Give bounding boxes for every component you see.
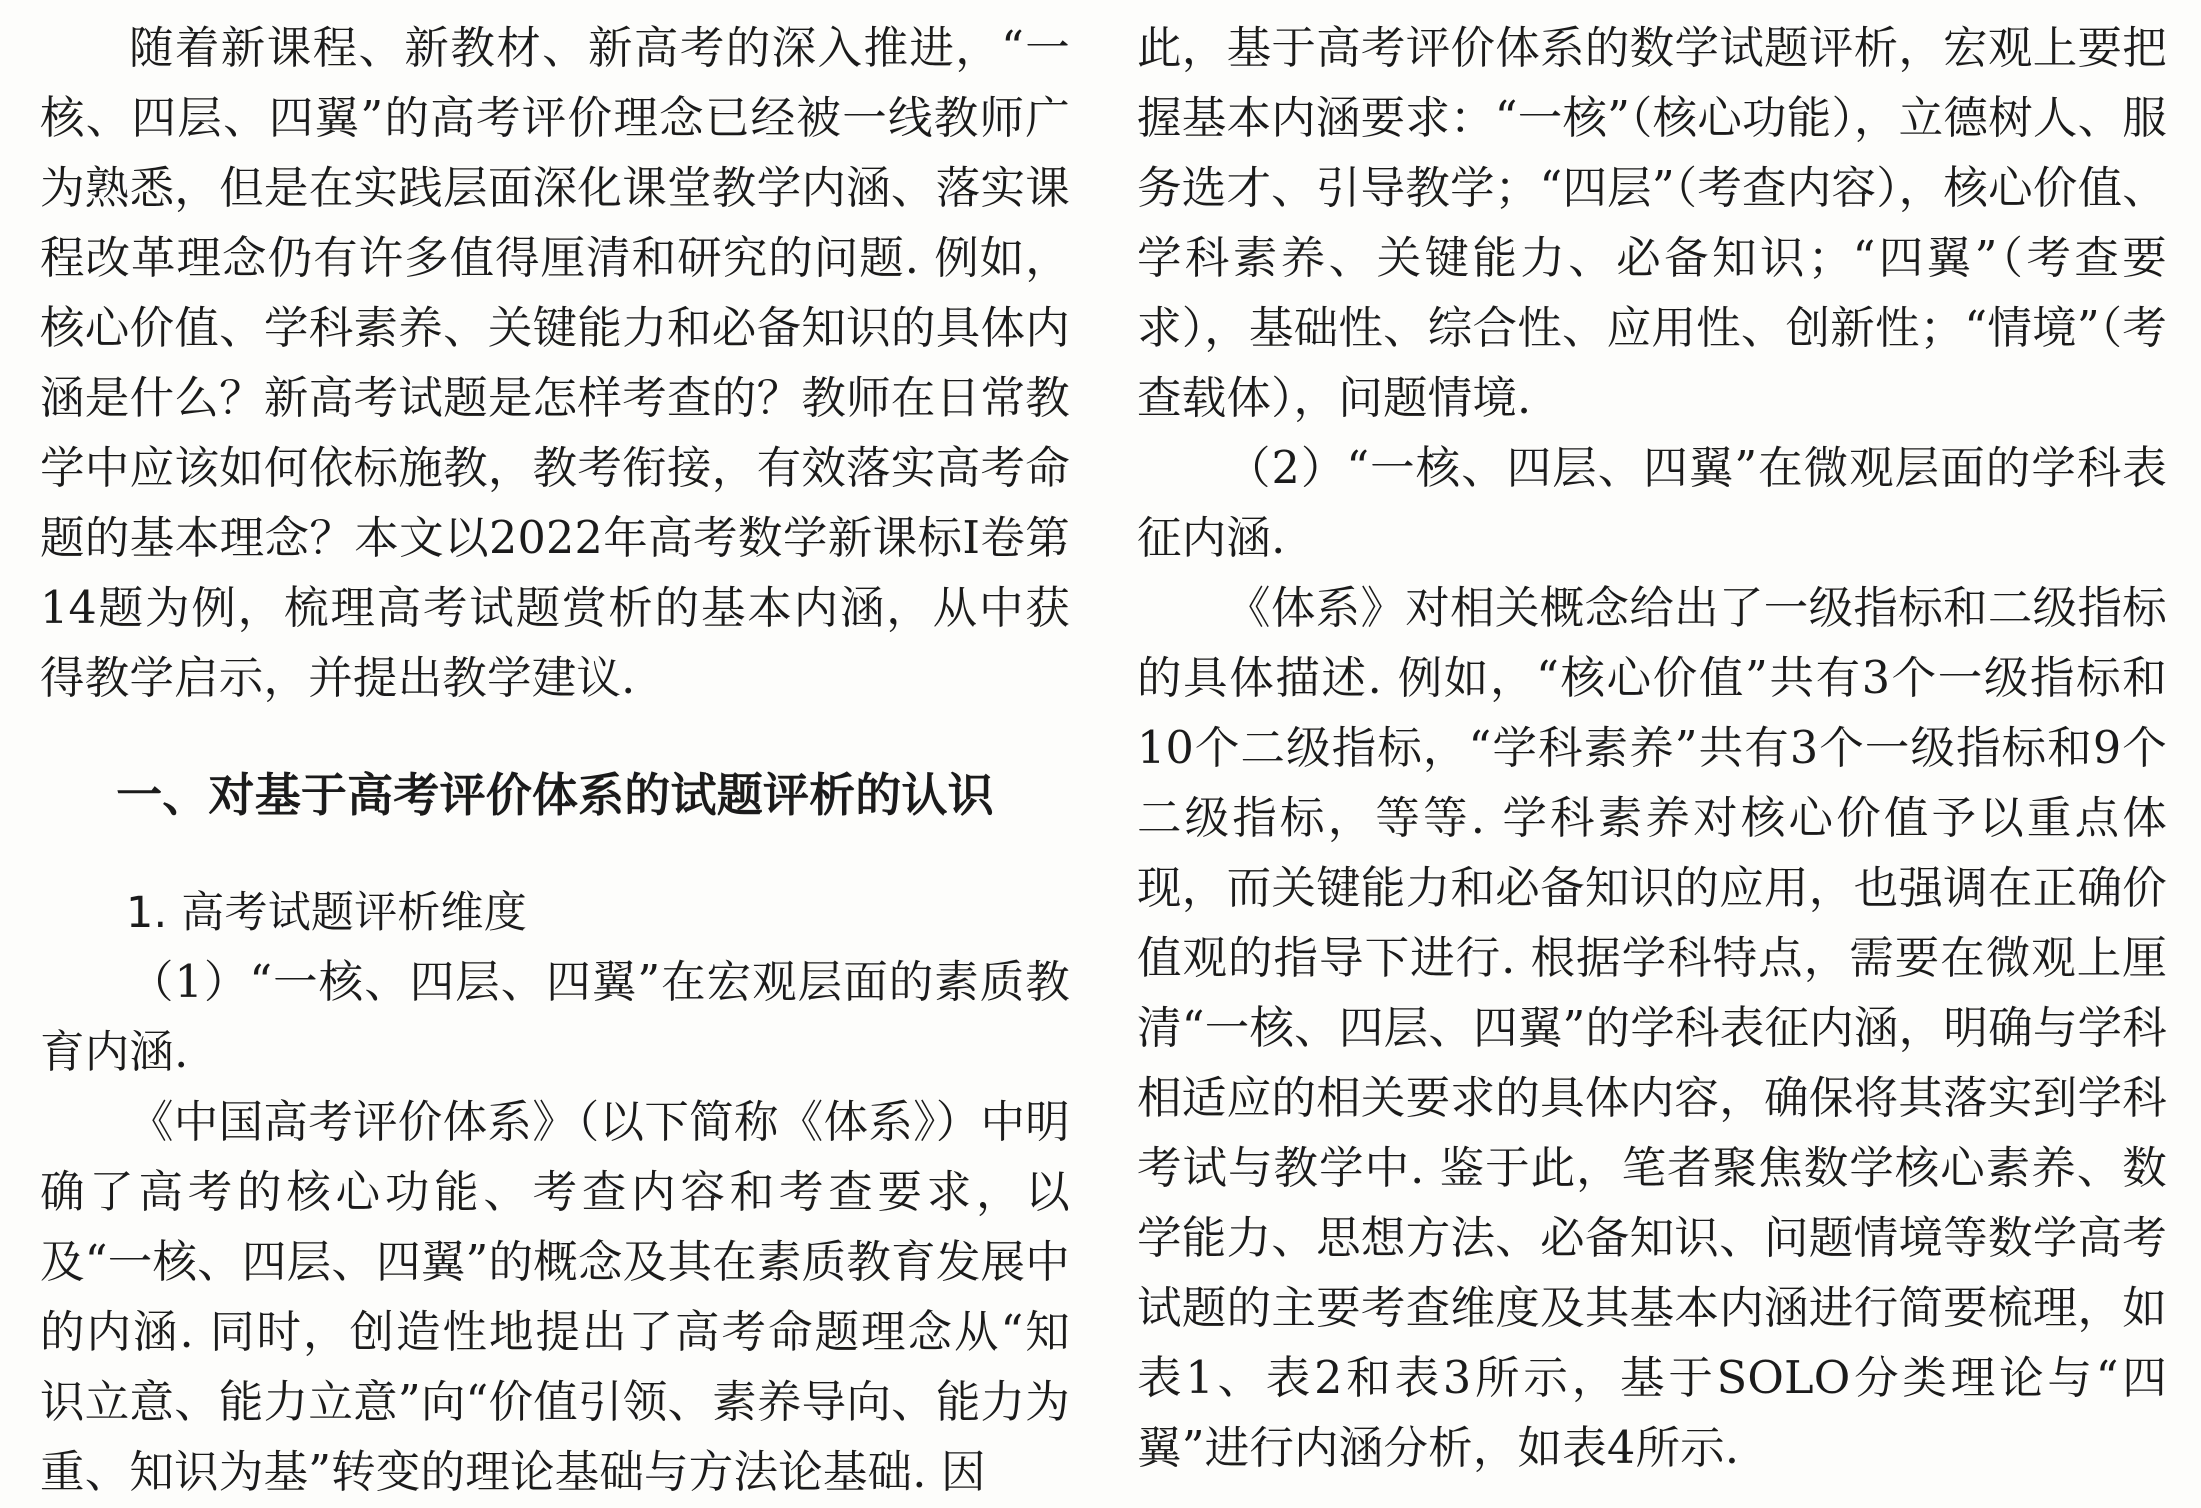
paragraph-1: 《中国高考评价体系》（以下简称《体系》）中明确了高考的核心功能、考查内容和考查要求，以及“一核、四层、四翼”的概念及其在素质教育发展中的内涵. 同时，创造性地提出了高考命题理念从“知识立意、能力立意”向“价值引领、素养导向、能力为重、知识为基”转变的理论基础与方法论基础. 因 (40, 1097, 1070, 1498)
section-heading: 一、对基于高考评价体系的试题评析的认识 (116, 768, 994, 822)
paragraph-2: 《体系》对相关概念给出了一级指标和二级指标的具体描述. 例如，“核心价值”共有3个一级指标和10个二级指标，“学科素养”共有3个一级指标和9个二级指标，等等. 学科素养对核心价值予以重点体现，而关键能力和必备知识的应用，也强调在正确价值观的指导下进行. 根据学科特点，需要在微观上厘清“一核、四层、四翼”的学科表征内涵，明确与学科相适应的相关要求的具体内容，确保将其落实到学科考试与教学中. 鉴于此，笔者聚焦数学核心素养、数学能力、思想方法、必备知识、问题情境等数学高考试题的主要考查维度及其基本内涵进行简要梳理，如表1、表2和表3所示，基于SOLO分类理论与“四翼”进行内涵分析，如表4所示. (1137, 583, 2167, 1474)
continued-paragraph: 此，基于高考评价体系的数学试题评析，宏观上要把握基本内涵要求：“一核”（核心功能），立德树人、服务选才、引导教学；“四层”（考查内容），核心价值、学科素养、关键能力、必备知识；“四翼”（考查要求），基础性、综合性、应用性、创新性；“情境”（考查载体），问题情境. (1137, 23, 2167, 424)
right-column (1137, 14, 2167, 1484)
point-1: （1）“一核、四层、四翼”在宏观层面的素质教育内涵. (40, 957, 1070, 1078)
intro-paragraph: 随着新课程、新教材、新高考的深入推进，“一核、四层、四翼”的高考评价理念已经被一线教师广为熟悉，但是在实践层面深化课堂教学内涵、落实课程改革理念仍有许多值得厘清和研究的问题. 例如，核心价值、学科素养、关键能力和必备知识的具体内涵是什么？新高考试题是怎样考查的？教师在日常教学中应该如何依标施教，教考衔接，有效落实高考命题的基本理念？本文以2022年高考数学新课标Ⅰ卷第14题为例，梳理高考试题赏析的基本内涵，从中获得教学启示，并提出教学建议. (40, 23, 1070, 704)
point-2: （2）“一核、四层、四翼”在微观层面的学科表征内涵. (1137, 443, 2167, 564)
left-column (40, 14, 1070, 1508)
subheading-1: 1. 高考试题评析维度 (126, 888, 527, 938)
